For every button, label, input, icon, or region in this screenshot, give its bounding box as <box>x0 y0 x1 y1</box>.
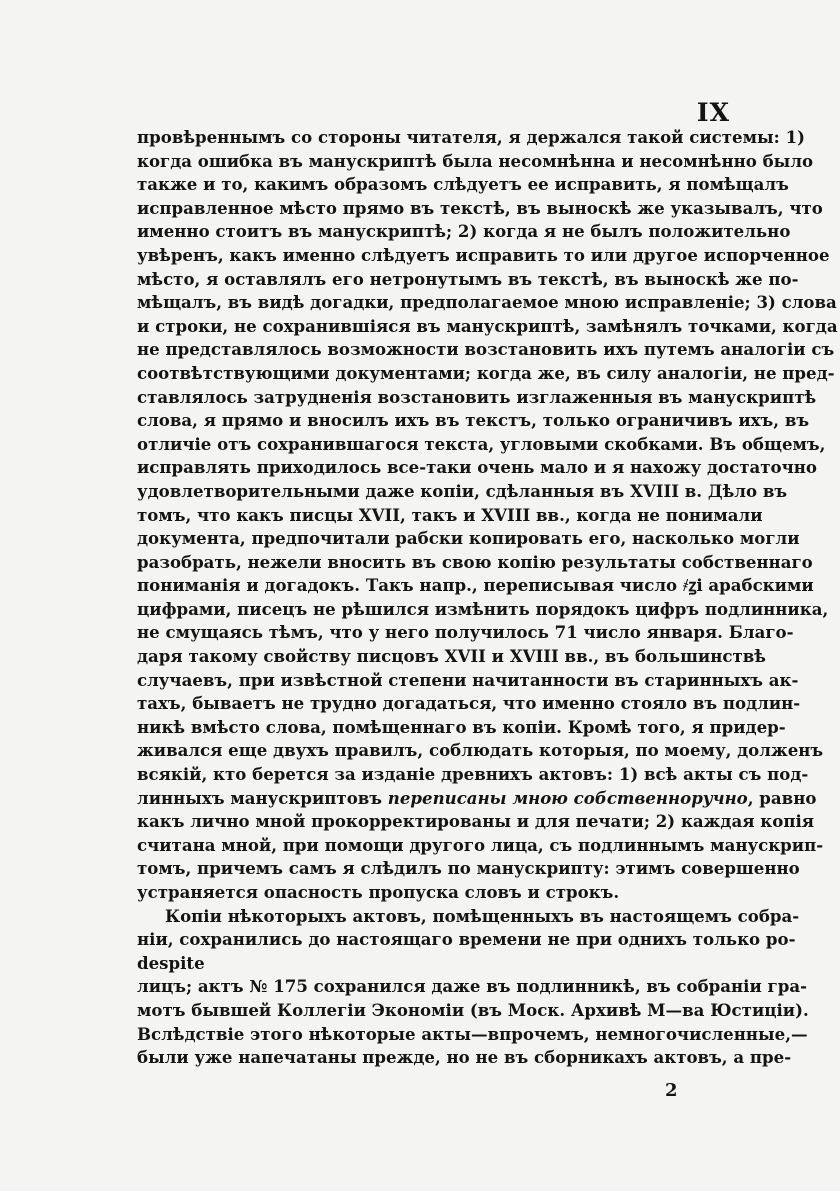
text-line: документа, предпочитали рабски копировать его, насколько могли <box>137 528 800 549</box>
text-line: Копіи нѣкоторыхъ актовъ, помѣщенныхъ въ настоящемъ собра- <box>165 905 800 926</box>
text-line: отличіе отъ сохранившагося текста, угловыми скобками. Въ общемъ, <box>137 433 826 454</box>
text-line: также и то, какимъ образомъ слѣдуетъ ее исправить, я помѣщалъ <box>137 174 789 195</box>
text-line: томъ, что какъ писцы XVII, такъ и XVIII вв., когда не понимали <box>137 504 763 525</box>
paragraph-2 <box>137 905 809 1070</box>
text-line: despite <box>137 952 205 973</box>
text-segment: , равно <box>747 787 817 808</box>
signature-mark: 2 <box>665 1080 678 1101</box>
text-line: случаевъ, при извѣстной степени начитанности въ старинныхъ ак- <box>137 669 799 690</box>
text-line: даря такому свойству писцовъ XVII и XVIII вв., въ большинствѣ <box>137 646 766 667</box>
text-line: мѣсто, я оставлялъ его нетронутымъ въ текстѣ, въ выноскѣ же по- <box>137 268 799 289</box>
text-line: томъ, причемъ самъ я слѣдилъ по манускрипту: этимъ совершенно <box>137 858 800 879</box>
text-line: ніи, сохранились до настоящаго времени не при однихъ только ро- <box>137 929 796 950</box>
text-line: считана мной, при помощи другого лица, съ подлиннымъ манускрип- <box>137 834 824 855</box>
text-line: и строки, не сохранившіяся въ манускриптѣ, замѣнялъ точками, когда <box>137 315 838 336</box>
text-line: исправленное мѣсто прямо въ текстѣ, въ выноскѣ же указывалъ, что <box>137 197 823 218</box>
body-text <box>137 126 838 1070</box>
text-line: какъ лично мной прокорректированы и для печати; 2) каждая копія <box>137 811 815 832</box>
text-line: ставлялось затрудненія возстановить изглаженныя въ манускриптѣ <box>137 386 817 407</box>
text-line: исправлять приходилось все-таки очень мало и я нахожу достаточно <box>137 457 817 478</box>
text-line: соотвѣтствующими документами; когда же, въ силу аналогіи, не пред- <box>137 362 835 383</box>
text-line: именно стоитъ въ манускриптѣ; 2) когда я не былъ положительно <box>137 221 791 242</box>
italic-emphasis: переписаны мною собственноручно <box>387 787 748 808</box>
text-line: пониманія и догадокъ. Такъ напр., переписывая число ҂ꙁі арабскими <box>137 575 814 596</box>
page-number: IX <box>696 98 730 127</box>
text-line: цифрами, писецъ не рѣшился измѣнить порядокъ цифръ подлинника, <box>137 598 829 619</box>
text-line: всякій, кто берется за изданіе древнихъ актовъ: 1) всѣ акты съ под- <box>137 764 809 785</box>
text-line: удовлетворительными даже копіи, сдѣланныя въ XVIII в. Дѣло въ <box>137 480 788 501</box>
text-line: были уже напечатаны прежде, но не въ сборникахъ актовъ, а пре- <box>137 1047 792 1068</box>
text-line: когда ошибка въ манускриптѣ была несомнѣнна и несомнѣнно было <box>137 150 814 171</box>
text-line: слова, я прямо и вносилъ ихъ въ текстъ, только ограничивъ ихъ, въ <box>137 410 810 431</box>
text-line: разобрать, нежели вносить въ свою копію результаты собственнаго <box>137 551 813 572</box>
text-line-with-emphasis <box>137 787 817 811</box>
text-line: лицъ; актъ № 175 сохранился даже въ подлинникѣ, въ собраніи гра- <box>137 976 807 997</box>
text-line: устраняется опасность пропуска словъ и строкъ. <box>137 882 620 902</box>
text-line: не смущаясь тѣмъ, что у него получилось 71 число января. Благо- <box>137 622 794 643</box>
text-line: увѣренъ, какъ именно слѣдуетъ исправить то или другое испорченное <box>137 244 830 265</box>
text-line: никѣ вмѣсто слова, помѣщеннаго въ копіи. Кромѣ того, я придер- <box>137 716 786 737</box>
text-line: Вслѣдствіе этого нѣкоторые акты—впрочемъ, немногочисленные,— <box>137 1023 808 1044</box>
text-line: живался еще двухъ правилъ, соблюдать которыя, по моему, долженъ <box>137 740 824 761</box>
text-line: тахъ, бываетъ не трудно догадаться, что именно стояло въ подлин- <box>137 693 801 714</box>
text-line: провѣреннымъ со стороны читателя, я держался такой системы: 1) <box>137 127 805 147</box>
text-line: мѣщалъ, въ видѣ догадки, предполагаемое мною исправленіе; 3) слова <box>137 292 837 313</box>
paragraph-1 <box>137 126 838 905</box>
text-line: не представлялось возможности возстановить ихъ путемъ аналогіи съ <box>137 339 835 360</box>
text-line: мотъ бывшей Коллегіи Экономіи (въ Моск. Архивѣ М—ва Юстиціи). <box>137 999 809 1020</box>
text-segment: линныхъ манускриптовъ <box>137 787 388 808</box>
